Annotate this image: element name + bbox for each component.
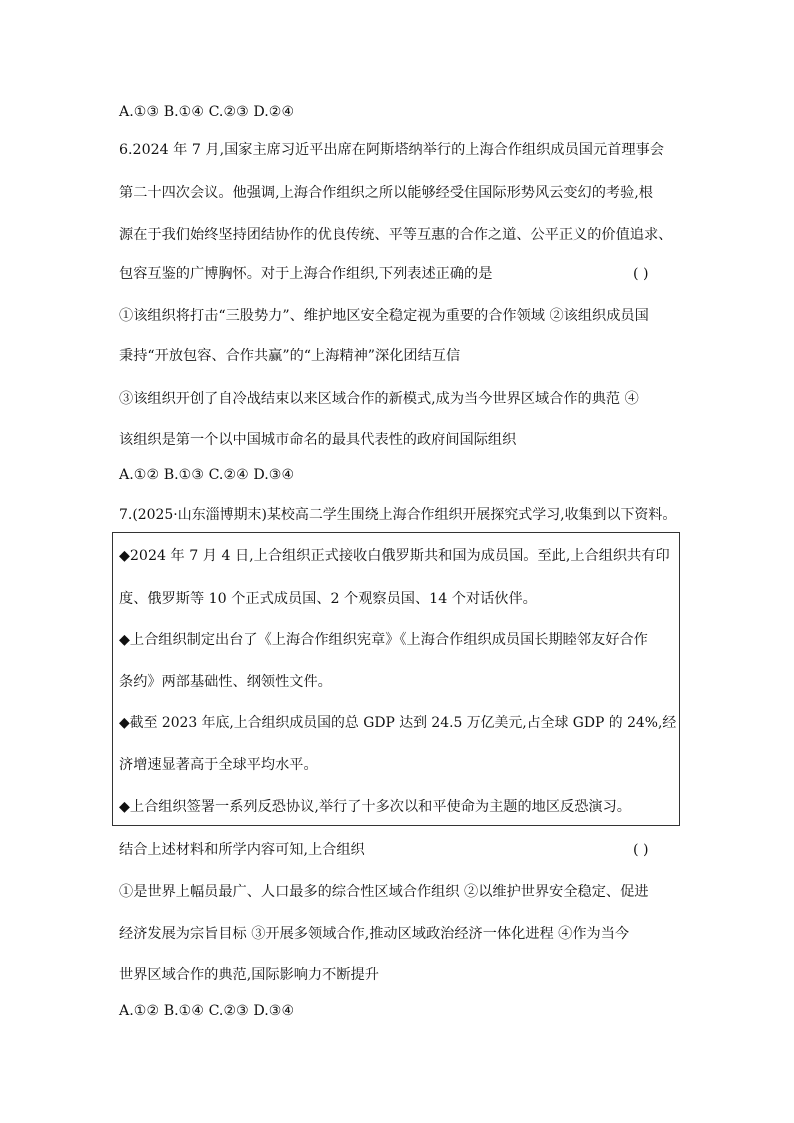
q7-material-line-1: ◆2024 年 7 月 4 日,上合组织正式接收白俄罗斯共和国为成员国。至此,上合组织共有印 xyxy=(119,548,670,564)
q6-item-line-3: ③该组织开创了自冷战结束以来区域合作的新模式,成为当今世界区域合作的典范 ④ xyxy=(119,391,639,407)
q7-material-line-3: ◆上合组织制定出台了《上海合作组织宪章》《上海合作组织成员国长期睦邻友好合作 xyxy=(119,632,648,648)
q7-answer-paren: ( ) xyxy=(633,842,649,858)
q6-item-line-4: 该组织是第一个以中国城市命名的最具代表性的政府间国际组织 xyxy=(119,432,517,448)
q7-item-line-3: 世界区域合作的典范,国际影响力不断提升 xyxy=(119,967,379,983)
q6-answer-paren: ( ) xyxy=(633,266,649,282)
q7-stem: 7.(2025·山东淄博期末)某校高二学生围绕上海合作组织开展探究式学习,收集到以下资料。 xyxy=(119,507,677,523)
q7-material-line-6: 济增速显著高于全球平均水平。 xyxy=(119,757,318,773)
q6-options: A.①② B.①③ C.②④ D.③④ xyxy=(119,467,295,483)
q6-item-line-2: 秉持“开放包容、合作共赢”的“上海精神”深化团结互信 xyxy=(119,348,461,364)
q5-options: A.①③ B.①④ C.②③ D.②④ xyxy=(119,104,295,120)
q6-stem-line-1: 6.2024 年 7 月,国家主席习近平出席在阿斯塔纳举行的上海合作组织成员国元首理事会 xyxy=(119,142,664,158)
q7-question: 结合上述材料和所学内容可知,上合组织 xyxy=(119,842,365,858)
q7-material-line-4: 条约》两部基础性、纲领性文件。 xyxy=(119,674,332,690)
q6-stem-line-3: 源在于我们始终坚持团结协作的优良传统、平等互惠的合作之道、公平正义的价值追求、 xyxy=(119,227,673,243)
q7-options: A.①② B.①④ C.②③ D.③④ xyxy=(119,1003,295,1019)
q6-stem-line-2: 第二十四次会议。他强调,上海合作组织之所以能够经受住国际形势风云变幻的考验,根 xyxy=(119,185,653,201)
q7-item-line-1: ①是世界上幅员最广、人口最多的综合性区域合作组织 ②以维护世界安全稳定、促进 xyxy=(119,884,649,900)
q6-item-line-1: ①该组织将打击“三股势力”、维护地区安全稳定视为重要的合作领域 ②该组织成员国 xyxy=(119,308,649,324)
q7-item-line-2: 经济发展为宗旨目标 ③开展多领域合作,推动区域政治经济一体化进程 ④作为当今 xyxy=(119,926,630,942)
q7-material-line-5: ◆截至 2023 年底,上合组织成员国的总 GDP 达到 24.5 万亿美元,占全球 GDP 的 24%,经 xyxy=(119,715,677,731)
q6-stem-line-4: 包容互鉴的广博胸怀。对于上海合作组织,下列表述正确的是 xyxy=(119,266,493,282)
q7-material-line-2: 度、俄罗斯等 10 个正式成员国、2 个观察员国、14 个对话伙伴。 xyxy=(119,591,537,607)
q7-material-line-7: ◆上合组织签署一系列反恐协议,举行了十多次以和平使命为主题的地区反恐演习。 xyxy=(119,799,631,815)
